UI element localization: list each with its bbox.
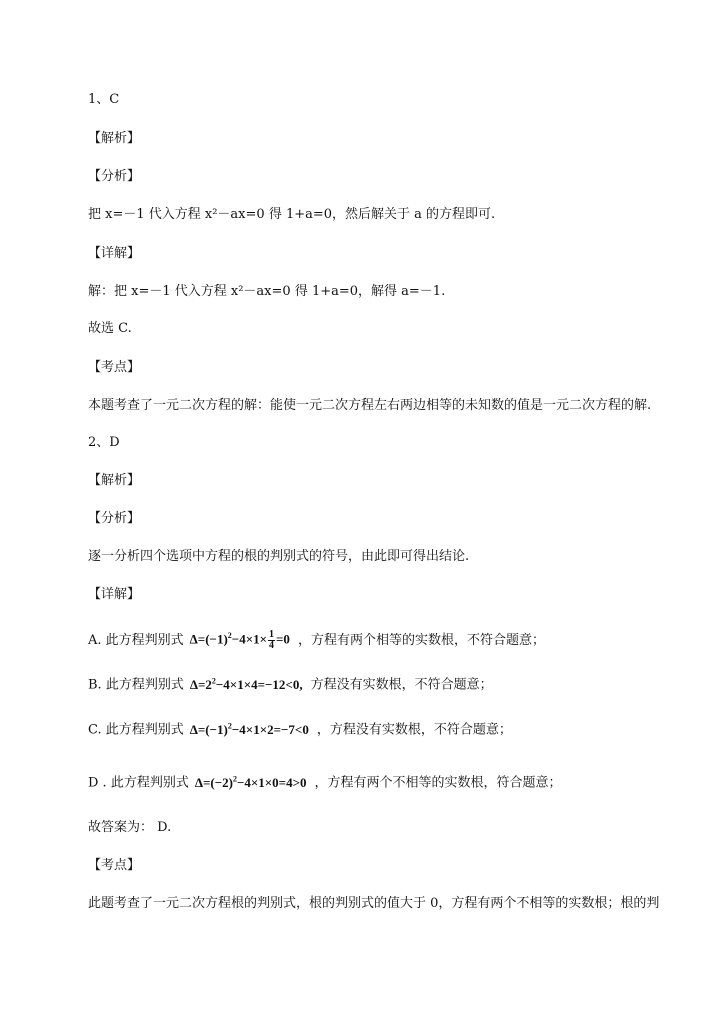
option-d-prefix: D . 此方程判别式 <box>88 775 189 791</box>
q1-point: 本题考查了一元二次方程的解：能使一元二次方程左右两边相等的未知数的值是一元二次方程的解. <box>88 398 652 413</box>
option-b-prefix: B. 此方程判别式 <box>88 677 184 693</box>
q2-option-c <box>88 721 512 740</box>
q1-answer: 1、C <box>88 92 120 107</box>
fraction-one-quarter: $\frac{1}{4}$ <box>269 629 275 651</box>
q1-kaodian-heading: 【考点】 <box>88 360 141 375</box>
option-b-suffix: 方程没有实数根，不符合题意； <box>310 677 493 693</box>
q2-option-a <box>88 630 545 651</box>
option-c-prefix: C. 此方程判别式 <box>88 722 184 738</box>
option-a-suffix: ，方程有两个相等的实数根，不符合题意； <box>297 633 545 648</box>
q1-fenxi-heading: 【分析】 <box>88 169 141 184</box>
option-c-suffix: ，方程没有实数根，不符合题意； <box>316 722 512 738</box>
q2-xiangjie-heading: 【详解】 <box>88 587 141 602</box>
q2-analysis: 逐一分析四个选项中方程的根的判别式的符号，由此即可得出结论. <box>88 549 470 564</box>
q1-analysis: 把 x=－1 代入方程 x²－ax=0 得 1+a=0，然后解关于 a 的方程即可. <box>88 207 496 222</box>
q2-fenxi-heading: 【分析】 <box>88 511 141 526</box>
q2-jiexi-heading: 【解析】 <box>88 473 141 488</box>
option-a-prefix: A. 此方程判别式 <box>88 633 184 648</box>
q2-conclusion: 故答案为： D. <box>88 820 172 835</box>
q2-kaodian-heading: 【考点】 <box>88 858 141 873</box>
q2-point: 此题考查了一元二次方程根的判别式，根的判别式的值大于 0，方程有两个不相等的实数根；根的判 <box>88 896 660 911</box>
q1-conclusion: 故选 C. <box>88 321 132 336</box>
q1-detail: 解：把 x=－1 代入方程 x²－ax=0 得 1+a=0，解得 a=－1. <box>88 284 446 299</box>
q2-answer: 2、D <box>88 435 120 450</box>
option-b-formula: $\Delta=2^2-4\times 1\times 4=-12<0$, <box>189 676 303 692</box>
option-d-formula: $\Delta=(-2)^2-4\times 1\times 0=4>0$ <box>194 774 307 790</box>
q2-option-d <box>88 774 562 793</box>
option-c-formula: $\Delta=(-1)^2-4\times 1\times 2=-7<0$ <box>189 721 309 737</box>
q1-xiangjie-heading: 【详解】 <box>88 246 141 261</box>
q2-option-b <box>88 676 493 695</box>
option-a-formula: $\Delta=(-1)^2-4\times 1\times$ $\frac{1}{4}$ =0 <box>189 629 290 651</box>
q1-jiexi-heading: 【解析】 <box>88 131 141 146</box>
option-d-suffix: ，方程有两个不相等的实数根，符合题意； <box>314 775 562 791</box>
